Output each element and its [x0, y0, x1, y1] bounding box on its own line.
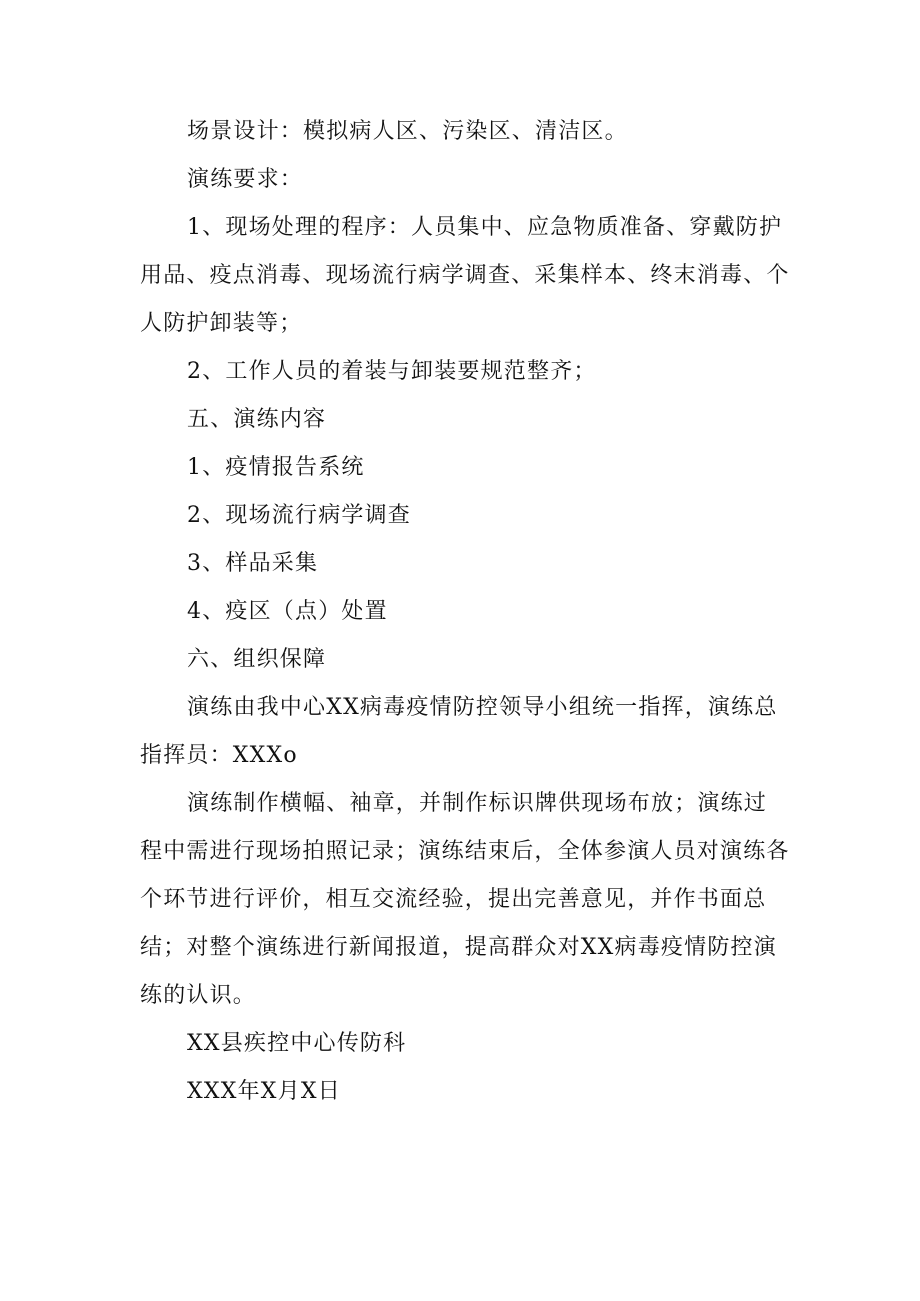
document-body — [140, 108, 790, 1116]
paragraph-scene-design: 场景设计：模拟病人区、污染区、清洁区。 — [187, 119, 628, 144]
list-item-content-1: 1、疫情报告系统 — [187, 455, 365, 480]
paragraph-command: 演练由我中心XX病毒疫情防控领导小组统一指挥，演练总指挥员：XXXo — [140, 695, 778, 768]
list-item-content-2: 2、现场流行病学调查 — [187, 503, 411, 528]
paragraph-requirement-1: 1、现场处理的程序：人员集中、应急物质准备、穿戴防护用品、疫点消毒、现场流行病学调查、采集样本、终末消毒、个人防护卸装等； — [140, 215, 790, 336]
signature-date: XXX年X月X日 — [187, 1079, 341, 1104]
paragraph-logistics: 演练制作横幅、袖章，并制作标识牌供现场布放；演练过程中需进行现场拍照记录；演练结束后，全体参演人员对演练各个环节进行评价，相互交流经验，提出完善意见，并作书面总结；对整个演练进行新闻报道，提高群众对XX病毒疫情防控演练的认识。 — [140, 791, 790, 1008]
list-item-content-3: 3、样品采集 — [187, 551, 319, 576]
list-item-content-4: 4、疫区（点）处置 — [187, 599, 388, 624]
signature-department: XX县疾控中心传防科 — [187, 1031, 407, 1056]
paragraph-requirement-2: 2、工作人员的着装与卸装要规范整齐； — [187, 359, 597, 384]
section-heading-drill-content: 五、演练内容 — [187, 407, 327, 432]
section-heading-organization: 六、组织保障 — [187, 647, 327, 672]
paragraph-drill-requirements-heading: 演练要求： — [187, 167, 304, 192]
